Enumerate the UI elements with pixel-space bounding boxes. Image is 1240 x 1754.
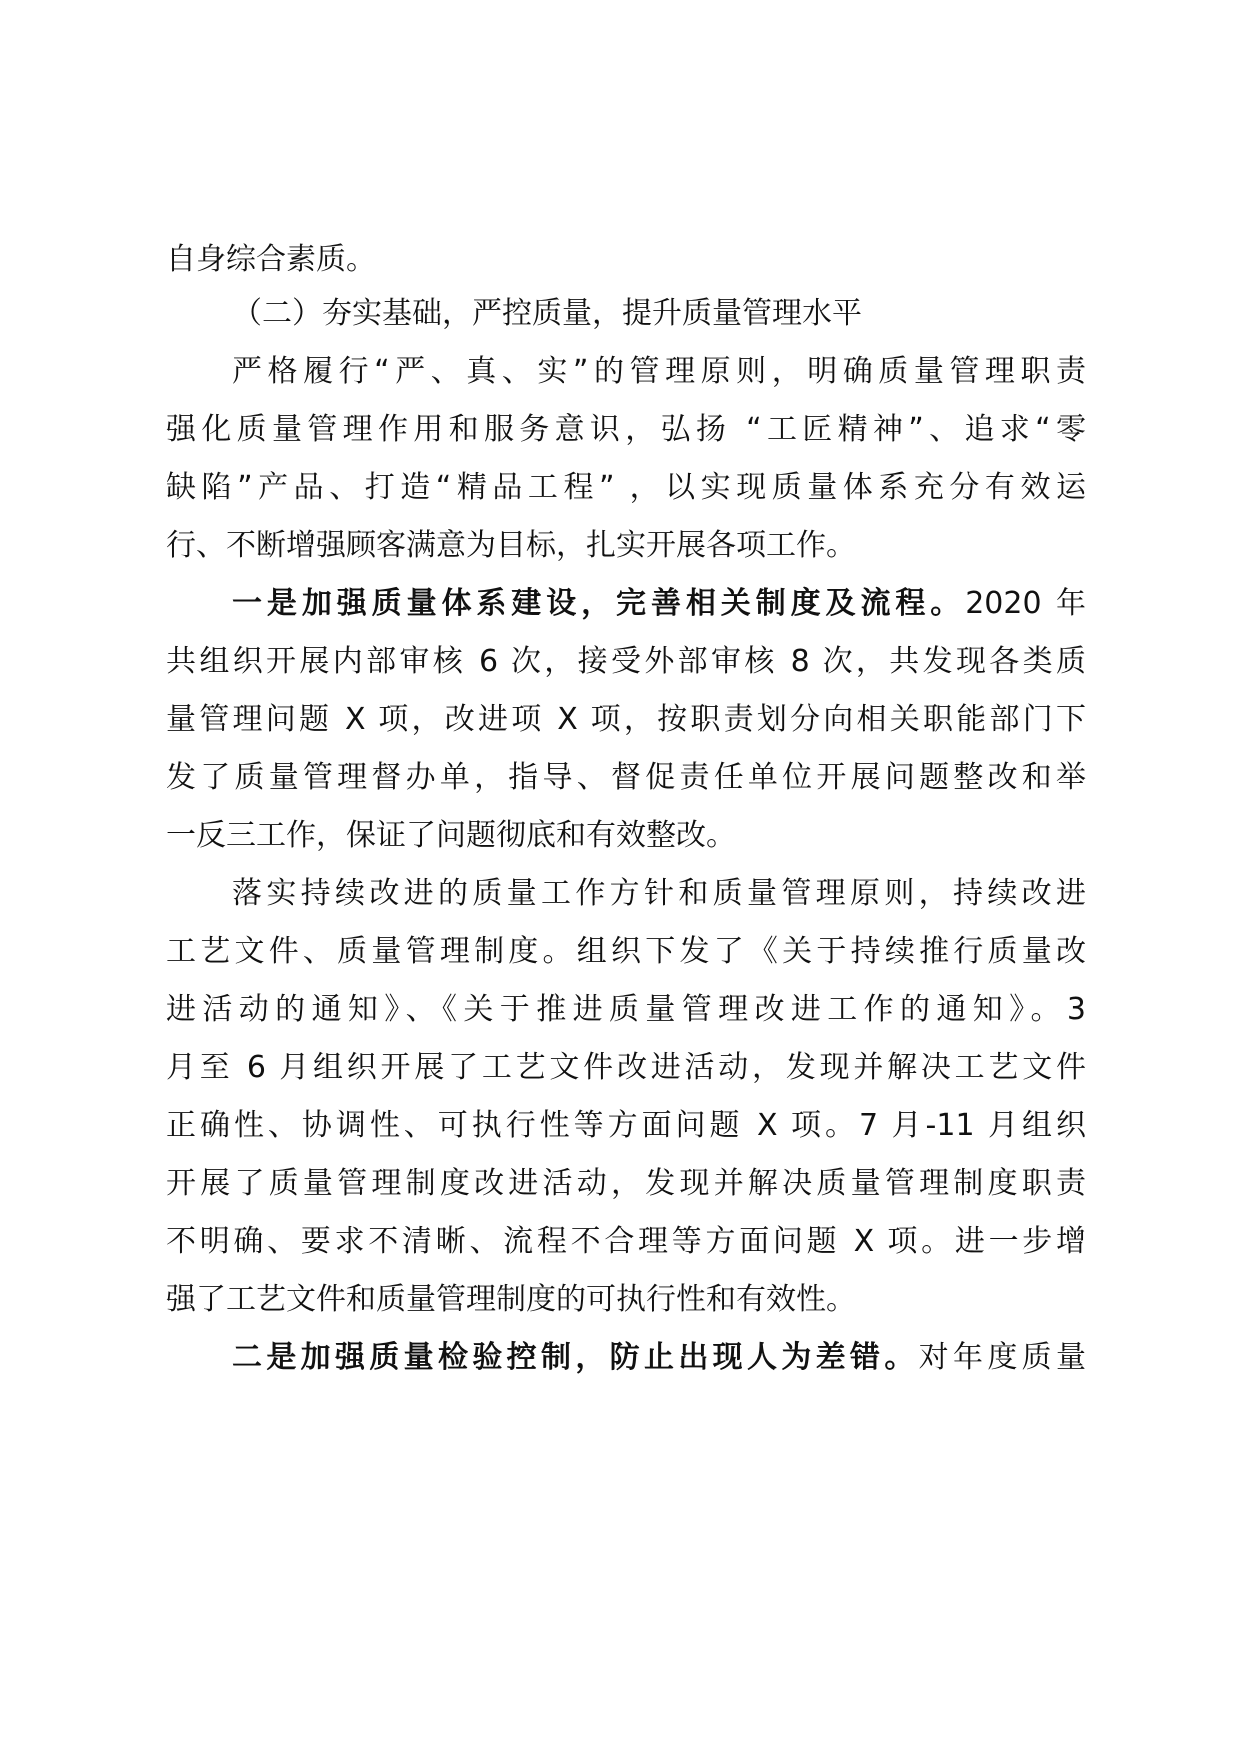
paragraph-line bbox=[166, 522, 1086, 570]
line-text: 量管理问题 X 项，改进项 X 项，按职责划分向相关职能部门下 bbox=[166, 702, 1086, 737]
line-text: 对年度质量 bbox=[918, 1340, 1086, 1375]
paragraph-line bbox=[166, 638, 1086, 686]
paragraph-line bbox=[166, 1218, 1086, 1266]
line-text: 月至 6 月组织开展了工艺文件改进活动，发现并解决工艺文件 bbox=[166, 1050, 1086, 1085]
line-text: 一反三工作，保证了问题彻底和有效整改。 bbox=[166, 818, 736, 853]
line-text: 落实持续改进的质量工作方针和质量管理原则，持续改进 bbox=[232, 876, 1086, 911]
line-text: 缺陷”产品、打造“精品工程” ，以实现质量体系充分有效运 bbox=[166, 470, 1086, 505]
line-text: 开展了质量管理制度改进活动，发现并解决质量管理制度职责 bbox=[166, 1166, 1086, 1201]
paragraph-line bbox=[166, 986, 1086, 1034]
paragraph-line bbox=[166, 1276, 1086, 1324]
paragraph-line bbox=[166, 1044, 1086, 1092]
paragraph-line bbox=[166, 928, 1086, 976]
section-heading bbox=[166, 290, 1086, 338]
line-text: 发了质量管理督办单，指导、督促责任单位开展问题整改和举 bbox=[166, 760, 1086, 795]
bold-lead-text: 一是加强质量体系建设，完善相关制度及流程。 bbox=[232, 586, 966, 621]
line-text: 工艺文件、质量管理制度。组织下发了《关于持续推行质量改 bbox=[166, 934, 1086, 969]
paragraph-line bbox=[166, 1160, 1086, 1208]
paragraph-line bbox=[166, 464, 1086, 512]
paragraph-line bbox=[166, 580, 1086, 628]
line-text: 行、不断增强顾客满意为目标，扎实开展各项工作。 bbox=[166, 528, 856, 563]
paragraph-line bbox=[166, 754, 1086, 802]
line-text: 2020 年 bbox=[965, 586, 1086, 621]
bold-lead-text: 二是加强质量检验控制，防止出现人为差错。 bbox=[232, 1340, 919, 1375]
paragraph-line bbox=[166, 236, 1086, 284]
paragraph-line bbox=[166, 348, 1086, 396]
line-text: 不明确、要求不清晰、流程不合理等方面问题 X 项。进一步增 bbox=[166, 1224, 1086, 1259]
line-text: 强了工艺文件和质量管理制度的可执行性和有效性。 bbox=[166, 1282, 856, 1317]
paragraph-line bbox=[166, 696, 1086, 744]
line-text: 正确性、协调性、可执行性等方面问题 X 项。7 月-11 月组织 bbox=[166, 1108, 1086, 1143]
line-text: 共组织开展内部审核 6 次，接受外部审核 8 次，共发现各类质 bbox=[166, 644, 1086, 679]
line-text: 自身综合素质。 bbox=[166, 242, 376, 277]
line-text: 进活动的通知》、《关于推进质量管理改进工作的通知》。3 bbox=[166, 992, 1086, 1027]
line-text: 严格履行“严、真、实”的管理原则，明确质量管理职责 bbox=[232, 354, 1086, 389]
paragraph-line bbox=[166, 1102, 1086, 1150]
heading-text: （二）夯实基础，严控质量，提升质量管理水平 bbox=[232, 296, 862, 331]
line-text: 强化质量管理作用和服务意识，弘扬 “工匠精神”、追求“零 bbox=[166, 412, 1086, 447]
paragraph-line bbox=[166, 812, 1086, 860]
paragraph-line bbox=[166, 1334, 1086, 1382]
paragraph-line bbox=[166, 406, 1086, 454]
paragraph-line bbox=[166, 870, 1086, 918]
